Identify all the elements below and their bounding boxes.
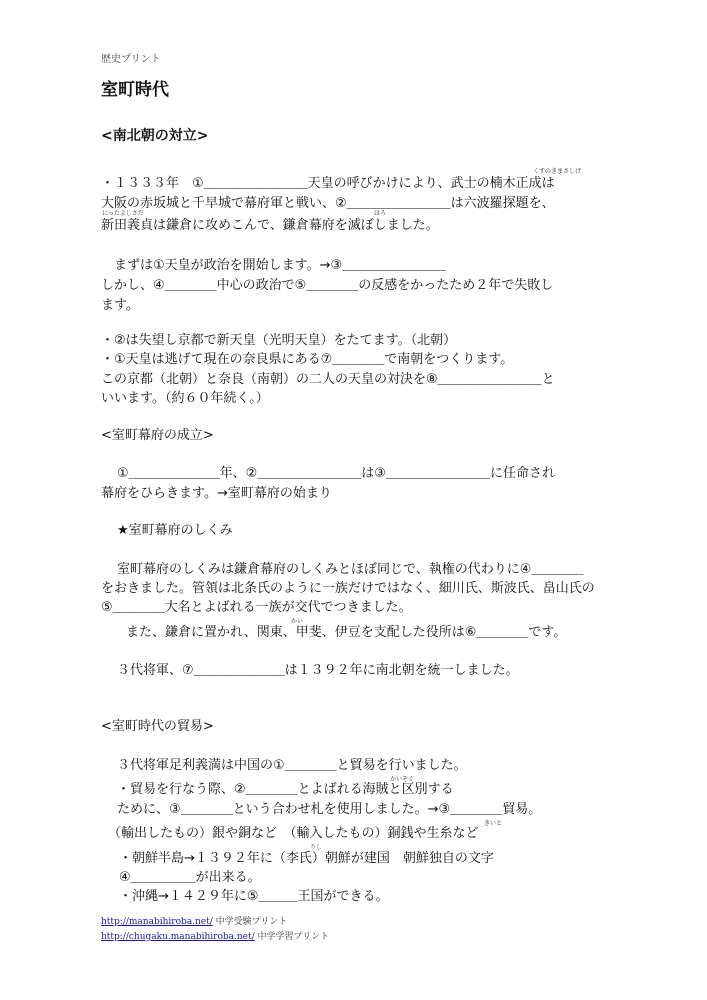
ruby-kaizoku: かいぞく <box>390 776 415 783</box>
nanboku-line-7: ・②は失望し京都で新天皇（光明天皇）をたてます。（北朝） <box>101 333 457 348</box>
ruby-nitta: にったよしさだ <box>102 210 144 217</box>
trade-line-2: ・貿易を行なう際、②＿＿＿＿とよばれる海賊と区別する <box>117 782 454 797</box>
trade-line-1: ３代将軍足利義満は中国の①＿＿＿＿と貿易を行いました。 <box>117 758 467 773</box>
footer-link-chugaku[interactable]: http://chugaku.manabihiroba.net/ <box>101 932 255 942</box>
trade-line-7: ・沖縄→１４２９年に⑤＿＿＿王国ができる。 <box>119 889 389 904</box>
footer-link-manabihiroba[interactable]: http://manabihiroba.net/ <box>101 917 213 927</box>
bakufu-line-1: ①＿＿＿＿＿＿＿年、②＿＿＿＿＿＿＿＿は③＿＿＿＿＿＿＿＿に任命され <box>117 466 555 481</box>
ruby-kai: かい <box>291 618 304 625</box>
section-heading-bakufu: <室町幕府の成立> <box>101 428 214 443</box>
ruby-kiito: きいと <box>484 820 503 827</box>
nanboku-line-1: ・１３３３年 ①＿＿＿＿＿＿＿＿天皇の呼びかけにより、武士の楠木正成は <box>101 176 555 191</box>
shikumi-line-5: ３代将軍、⑦＿＿＿＿＿＿＿は１３９２年に南北朝を統一しました。 <box>117 663 519 678</box>
nanboku-line-6: ます。 <box>101 298 139 313</box>
shikumi-line-3: ⑤＿＿＿＿大名とよばれる一族が交代でつきました。 <box>101 600 412 615</box>
page-title: 室町時代 <box>101 80 169 100</box>
footer-label-1: 中学受験プリント <box>215 917 288 927</box>
header-note: 歴史プリント <box>101 54 161 65</box>
nanboku-line-9: この京都（北朝）と奈良（南朝）の二人の天皇の対決を⑧＿＿＿＿＿＿＿＿と <box>101 372 555 387</box>
footer-label-2: 中学学習プリント <box>257 932 330 942</box>
ruby-kusunoki: くすのきまさしげ <box>533 168 582 175</box>
bakufu-subheading: ★室町幕府のしくみ <box>117 523 233 538</box>
nanboku-line-8: ・①天皇は逃げて現在の奈良県にある⑦＿＿＿＿で南朝をつくります。 <box>101 352 514 367</box>
section-heading-nanboku: <南北朝の対立> <box>101 128 209 144</box>
footer-row-2 <box>101 929 329 942</box>
trade-line-6: ④＿＿＿＿＿が出来る。 <box>119 870 261 885</box>
nanboku-line-5: しかし、④＿＿＿＿中心の政治で⑤＿＿＿＿の反感をかったため２年で失敗し <box>101 278 554 293</box>
bakufu-line-2: 幕府をひらきます。→室町幕府の始まり <box>101 486 332 501</box>
trade-line-5: ・朝鮮半島→１３９２年に（李氏）朝鮮が建国 朝鮮独自の文字 <box>119 851 494 866</box>
shikumi-line-1: 室町幕府のしくみは鎌倉幕府のしくみとほぼ同じで、執権の代わりに④＿＿＿＿ <box>117 562 584 577</box>
shikumi-line-2: をおきました。管領は北条氏のように一族だけではなく、細川氏、斯波氏、畠山氏の <box>101 581 595 596</box>
nanboku-line-2: 大阪の赤坂城と千早城で幕府軍と戦い、②＿＿＿＿＿＿＿＿は六波羅探題を、 <box>101 196 555 211</box>
shikumi-line-4: また、鎌倉に置かれ、関東、甲斐、伊豆を支配した役所は⑥＿＿＿＿です。 <box>126 625 567 640</box>
ruby-ri: りし <box>310 844 323 851</box>
nanboku-line-4: まずは①天皇が政治を開始します。→③＿＿＿＿＿＿＿＿ <box>101 258 447 273</box>
section-heading-trade: <室町時代の貿易> <box>101 719 214 734</box>
footer-row-1 <box>101 914 287 927</box>
nanboku-line-10: いいます。（約６０年続く。） <box>101 391 269 406</box>
trade-line-3: ために、③＿＿＿＿という合わせ札を使用しました。→③＿＿＿＿貿易。 <box>117 802 542 817</box>
ruby-horo: ほろ <box>374 210 387 217</box>
nanboku-line-3: 新田義貞は鎌倉に攻めこんで、鎌倉幕府を滅ぼしました。 <box>101 218 439 233</box>
trade-line-4: （輸出したもの）銀や銅など （輸入したもの）銅銭や生糸など <box>108 826 479 841</box>
